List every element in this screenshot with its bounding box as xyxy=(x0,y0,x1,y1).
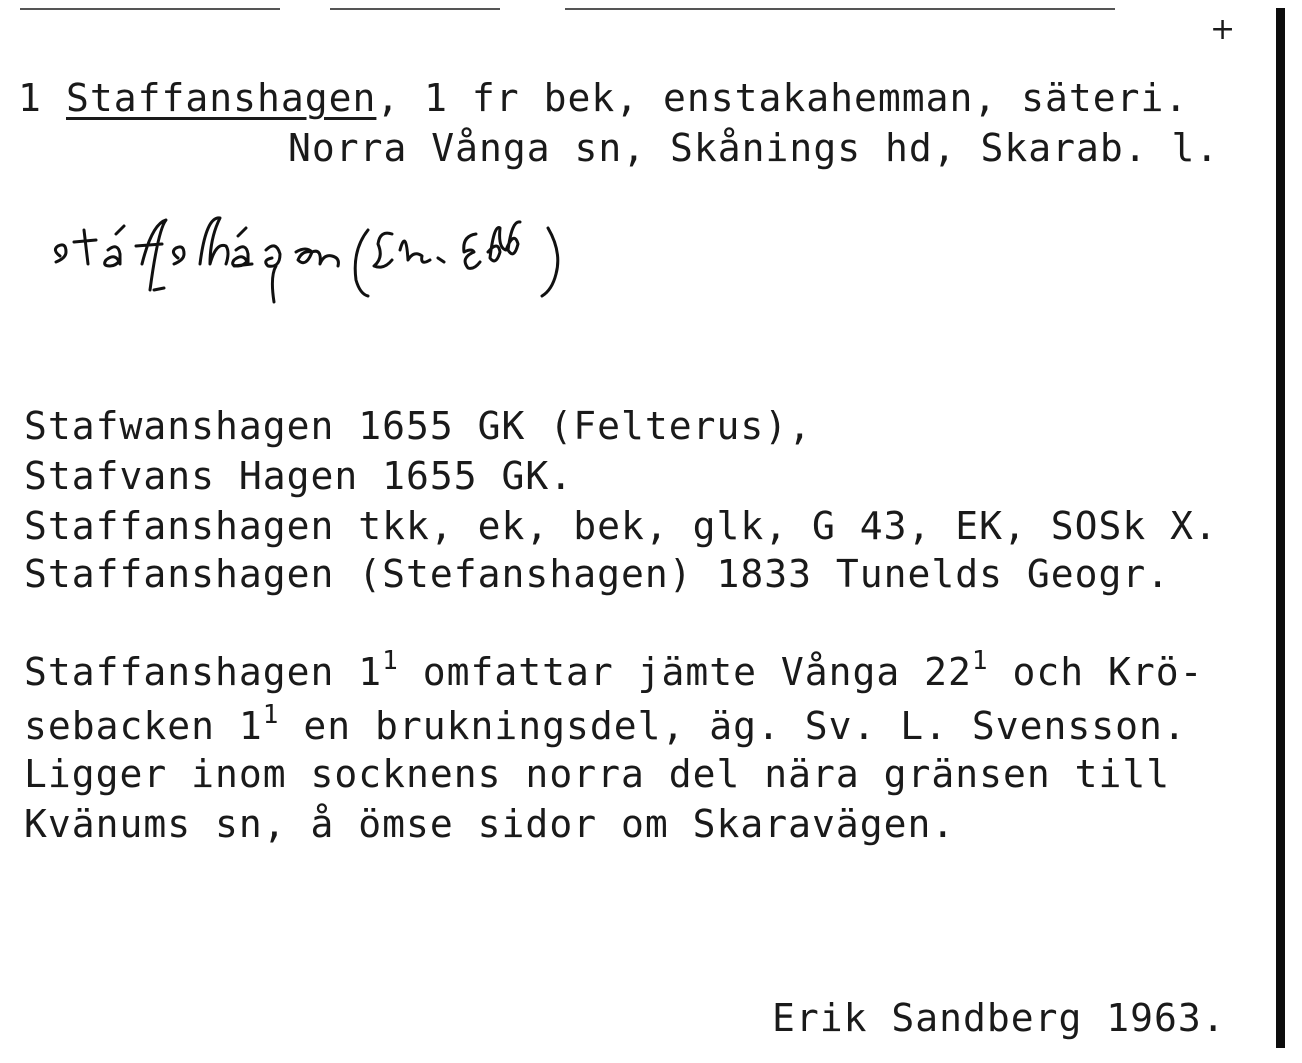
top-edge-rule xyxy=(565,8,1115,10)
desc-text: och Krö- xyxy=(988,650,1204,694)
desc-text: en brukningsdel, äg. Sv. L. Svensson. xyxy=(279,704,1187,748)
top-edge-rule xyxy=(20,8,280,10)
description-line-4: Kvänums sn, å ömse sidor om Skaravägen. xyxy=(24,802,956,846)
handwritten-pronunciation xyxy=(50,200,770,310)
superscript: 1 xyxy=(971,646,989,676)
historical-form-3: Staffanshagen tkk, ek, bek, glk, G 43, EK, SOSk X. xyxy=(24,504,1218,548)
superscript: 1 xyxy=(262,700,280,730)
signature: Erik Sandberg 1963. xyxy=(772,996,1226,1040)
description-line-2 xyxy=(24,700,1187,748)
top-edge-rule xyxy=(330,8,500,10)
description-line-3: Ligger inom socknens norra del nära gränsen till xyxy=(24,752,1171,796)
location-line: Norra Vånga sn, Skånings hd, Skarab. l. xyxy=(288,126,1220,170)
historical-form-4: Staffanshagen (Stefanshagen) 1833 Tunelds Geogr. xyxy=(24,552,1171,596)
place-name: Staffanshagen xyxy=(66,76,377,120)
desc-text: sebacken 1 xyxy=(24,704,263,748)
corner-mark: + xyxy=(1210,12,1236,47)
superscript: 1 xyxy=(382,646,399,676)
card-right-edge xyxy=(1276,8,1285,1048)
entry-number: 1 xyxy=(18,76,41,120)
heading-rest: , 1 fr bek, enstakahemman, säteri. xyxy=(376,76,1189,120)
historical-form-2: Stafvans Hagen 1655 GK. xyxy=(24,454,574,498)
description-line-1 xyxy=(24,646,1204,694)
historical-form-1: Stafwanshagen 1655 GK (Felterus), xyxy=(24,404,812,448)
desc-text: Staffanshagen 1 xyxy=(24,650,383,694)
heading-line xyxy=(66,76,1188,120)
desc-text: omfattar jämte Vånga 22 xyxy=(398,650,972,694)
